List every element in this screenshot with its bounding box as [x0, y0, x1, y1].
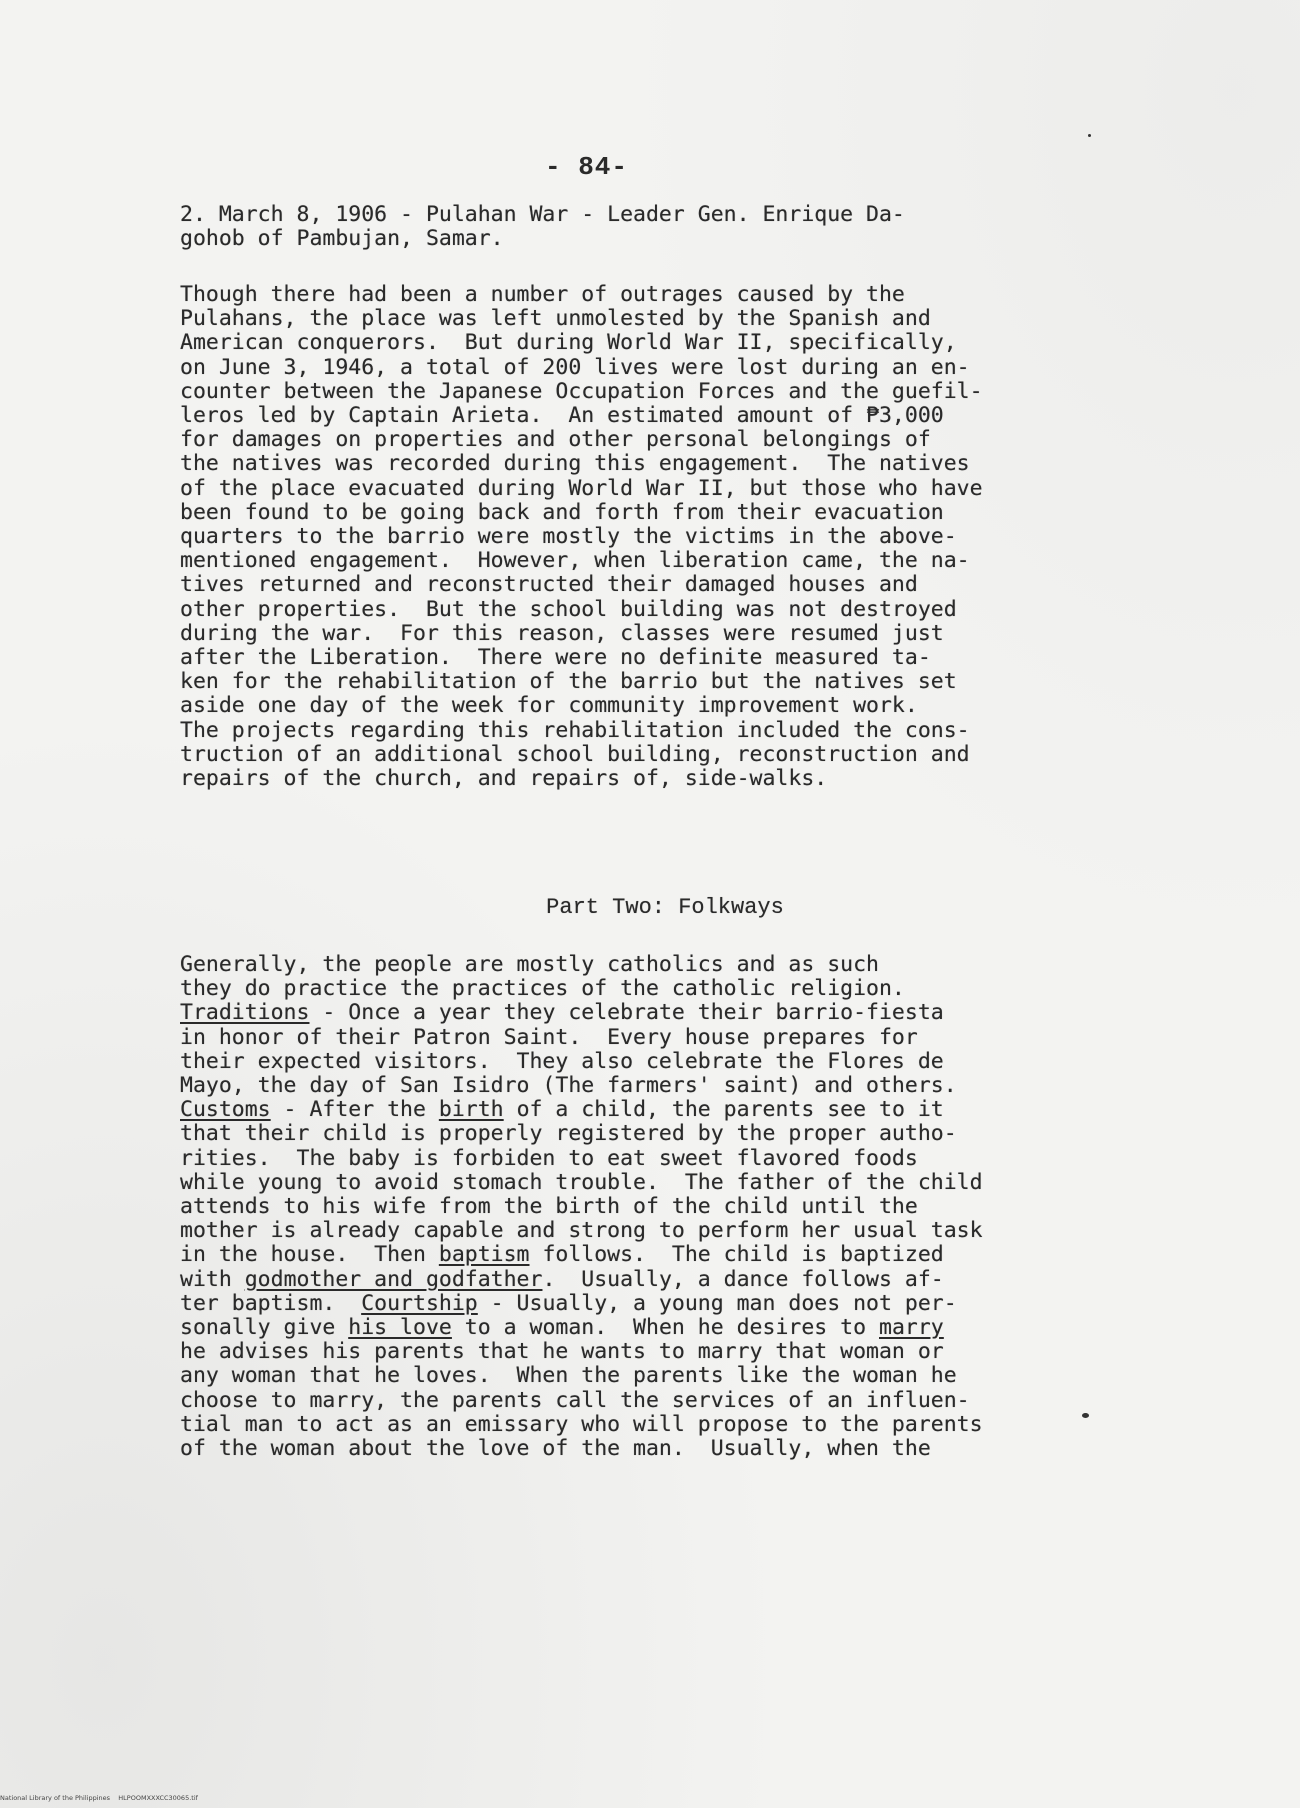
term-marry: marry: [879, 1315, 944, 1341]
text-line: - Usually, a young man does not per-: [477, 1290, 957, 1316]
page-number: - 84-: [545, 152, 629, 182]
text-line: Generally, the people are mostly catholics and as such: [180, 952, 879, 977]
text-line: in the house. Then: [180, 1242, 439, 1268]
text-line: The projects regarding this rehabilitation included the cons-: [180, 717, 970, 743]
text-line: counter between the Japanese Occupation Forces and the guefil-: [180, 378, 983, 404]
text-line: the natives was recorded during this engagement. The natives: [180, 451, 970, 477]
term-birth: birth: [438, 1097, 504, 1123]
text-line: truction of an additional school building, reconstruction and: [180, 741, 970, 767]
ink-speck: [1088, 134, 1091, 137]
text-line: they do practice the practices of the catholic religion.: [180, 976, 905, 1002]
text-line: rities. The baby is forbiden to eat sweet flavored foods: [180, 1145, 918, 1171]
text-line: while young to avoid stomach trouble. The father of the child: [180, 1169, 983, 1195]
text-line: Pulahans, the place was left unmolested by the Spanish and: [180, 306, 931, 332]
text-line: in honor of their Patron Saint. Every house prepares for: [180, 1024, 918, 1050]
text-line: to a woman. When he desires to: [451, 1315, 879, 1341]
text-line: - After the: [270, 1097, 439, 1123]
term-his-love: his love: [348, 1315, 452, 1341]
paragraph-war-history: [180, 283, 1110, 791]
paragraph-folkways: [180, 953, 1110, 1461]
text-line: leros led by Captain Arieta. An estimated amount of ₱3,000: [180, 403, 944, 429]
text-line: of a child, the parents see to it: [503, 1097, 944, 1123]
text-line: repairs of the church, and repairs of, side-walks.: [180, 766, 828, 792]
footer-source: National Library of the Philippines HLPOOMXXXCC30065.tif: [0, 1794, 198, 1802]
part-title: Part Two: Folkways: [546, 895, 784, 920]
text-line: Mayo, the day of San Isidro (The farmers' saint) and others.: [180, 1073, 957, 1099]
text-line: . Usually, a dance follows af-: [542, 1266, 944, 1292]
text-line: their expected visitors. They also celebrate the Flores de: [180, 1048, 944, 1074]
text-line: that their child is properly registered by the proper autho-: [180, 1121, 957, 1147]
text-line: of the woman about the love of the man. Usually, when the: [180, 1436, 931, 1462]
text-line: tial man to act as an emissary who will propose to the parents: [180, 1411, 983, 1437]
text-line: been found to be going back and forth from their evacuation: [180, 499, 944, 525]
text-line: quarters to the barrio were mostly the victims in the above-: [180, 524, 957, 550]
text-line: he advises his parents that he wants to marry that woman or: [180, 1339, 944, 1365]
text-line: attends to his wife from the birth of the child until the: [180, 1194, 918, 1220]
text-line: Though there had been a number of outrages caused by the: [180, 282, 905, 307]
text-line: with: [180, 1266, 245, 1292]
term-courtship: Courtship: [361, 1290, 478, 1316]
text-line: American conquerors. But during World War II, specifically,: [180, 330, 957, 356]
text-line: of the place evacuated during World War II, but those who have: [180, 475, 983, 501]
text-line: other properties. But the school building was not destroyed: [180, 596, 957, 622]
section-heading-item: [180, 203, 1110, 251]
term-baptism: baptism: [438, 1242, 530, 1268]
term-customs: Customs: [180, 1097, 271, 1123]
ink-speck: [1082, 1413, 1089, 1418]
text-line: mother is already capable and strong to perform her usual task: [180, 1218, 983, 1244]
text-line: on June 3, 1946, a total of 200 lives were lost during an en-: [180, 354, 970, 380]
text-line: mentioned engagement. However, when liberation came, the na-: [180, 548, 970, 574]
text-line: - Once a year they celebrate their barrio-fiesta: [309, 1000, 944, 1026]
text-line: sonally give: [180, 1315, 349, 1341]
text-line: ter baptism.: [180, 1290, 362, 1316]
text-line: for damages on properties and other personal belongings of: [180, 427, 931, 453]
text-line: tives returned and reconstructed their damaged houses and: [180, 572, 918, 598]
term-godparents: godmother and godfather: [244, 1266, 543, 1292]
term-traditions: Traditions: [180, 1000, 310, 1026]
text-line: follows. The child is baptized: [529, 1242, 944, 1268]
text-line: after the Liberation. There were no definite measured ta-: [180, 645, 931, 671]
text-line: choose to marry, the parents call the services of an influen-: [180, 1387, 970, 1413]
heading-line: gohob of Pambujan, Samar.: [180, 226, 504, 252]
text-line: any woman that he loves. When the parents like the woman he: [180, 1363, 957, 1389]
text-line: ken for the rehabilitation of the barrio but the natives set: [180, 669, 957, 695]
heading-line: 2. March 8, 1906 - Pulahan War - Leader Gen. Enrique Da-: [180, 202, 905, 227]
text-line: aside one day of the week for community improvement work.: [180, 693, 918, 719]
text-line: during the war. For this reason, classes were resumed just: [180, 620, 944, 646]
